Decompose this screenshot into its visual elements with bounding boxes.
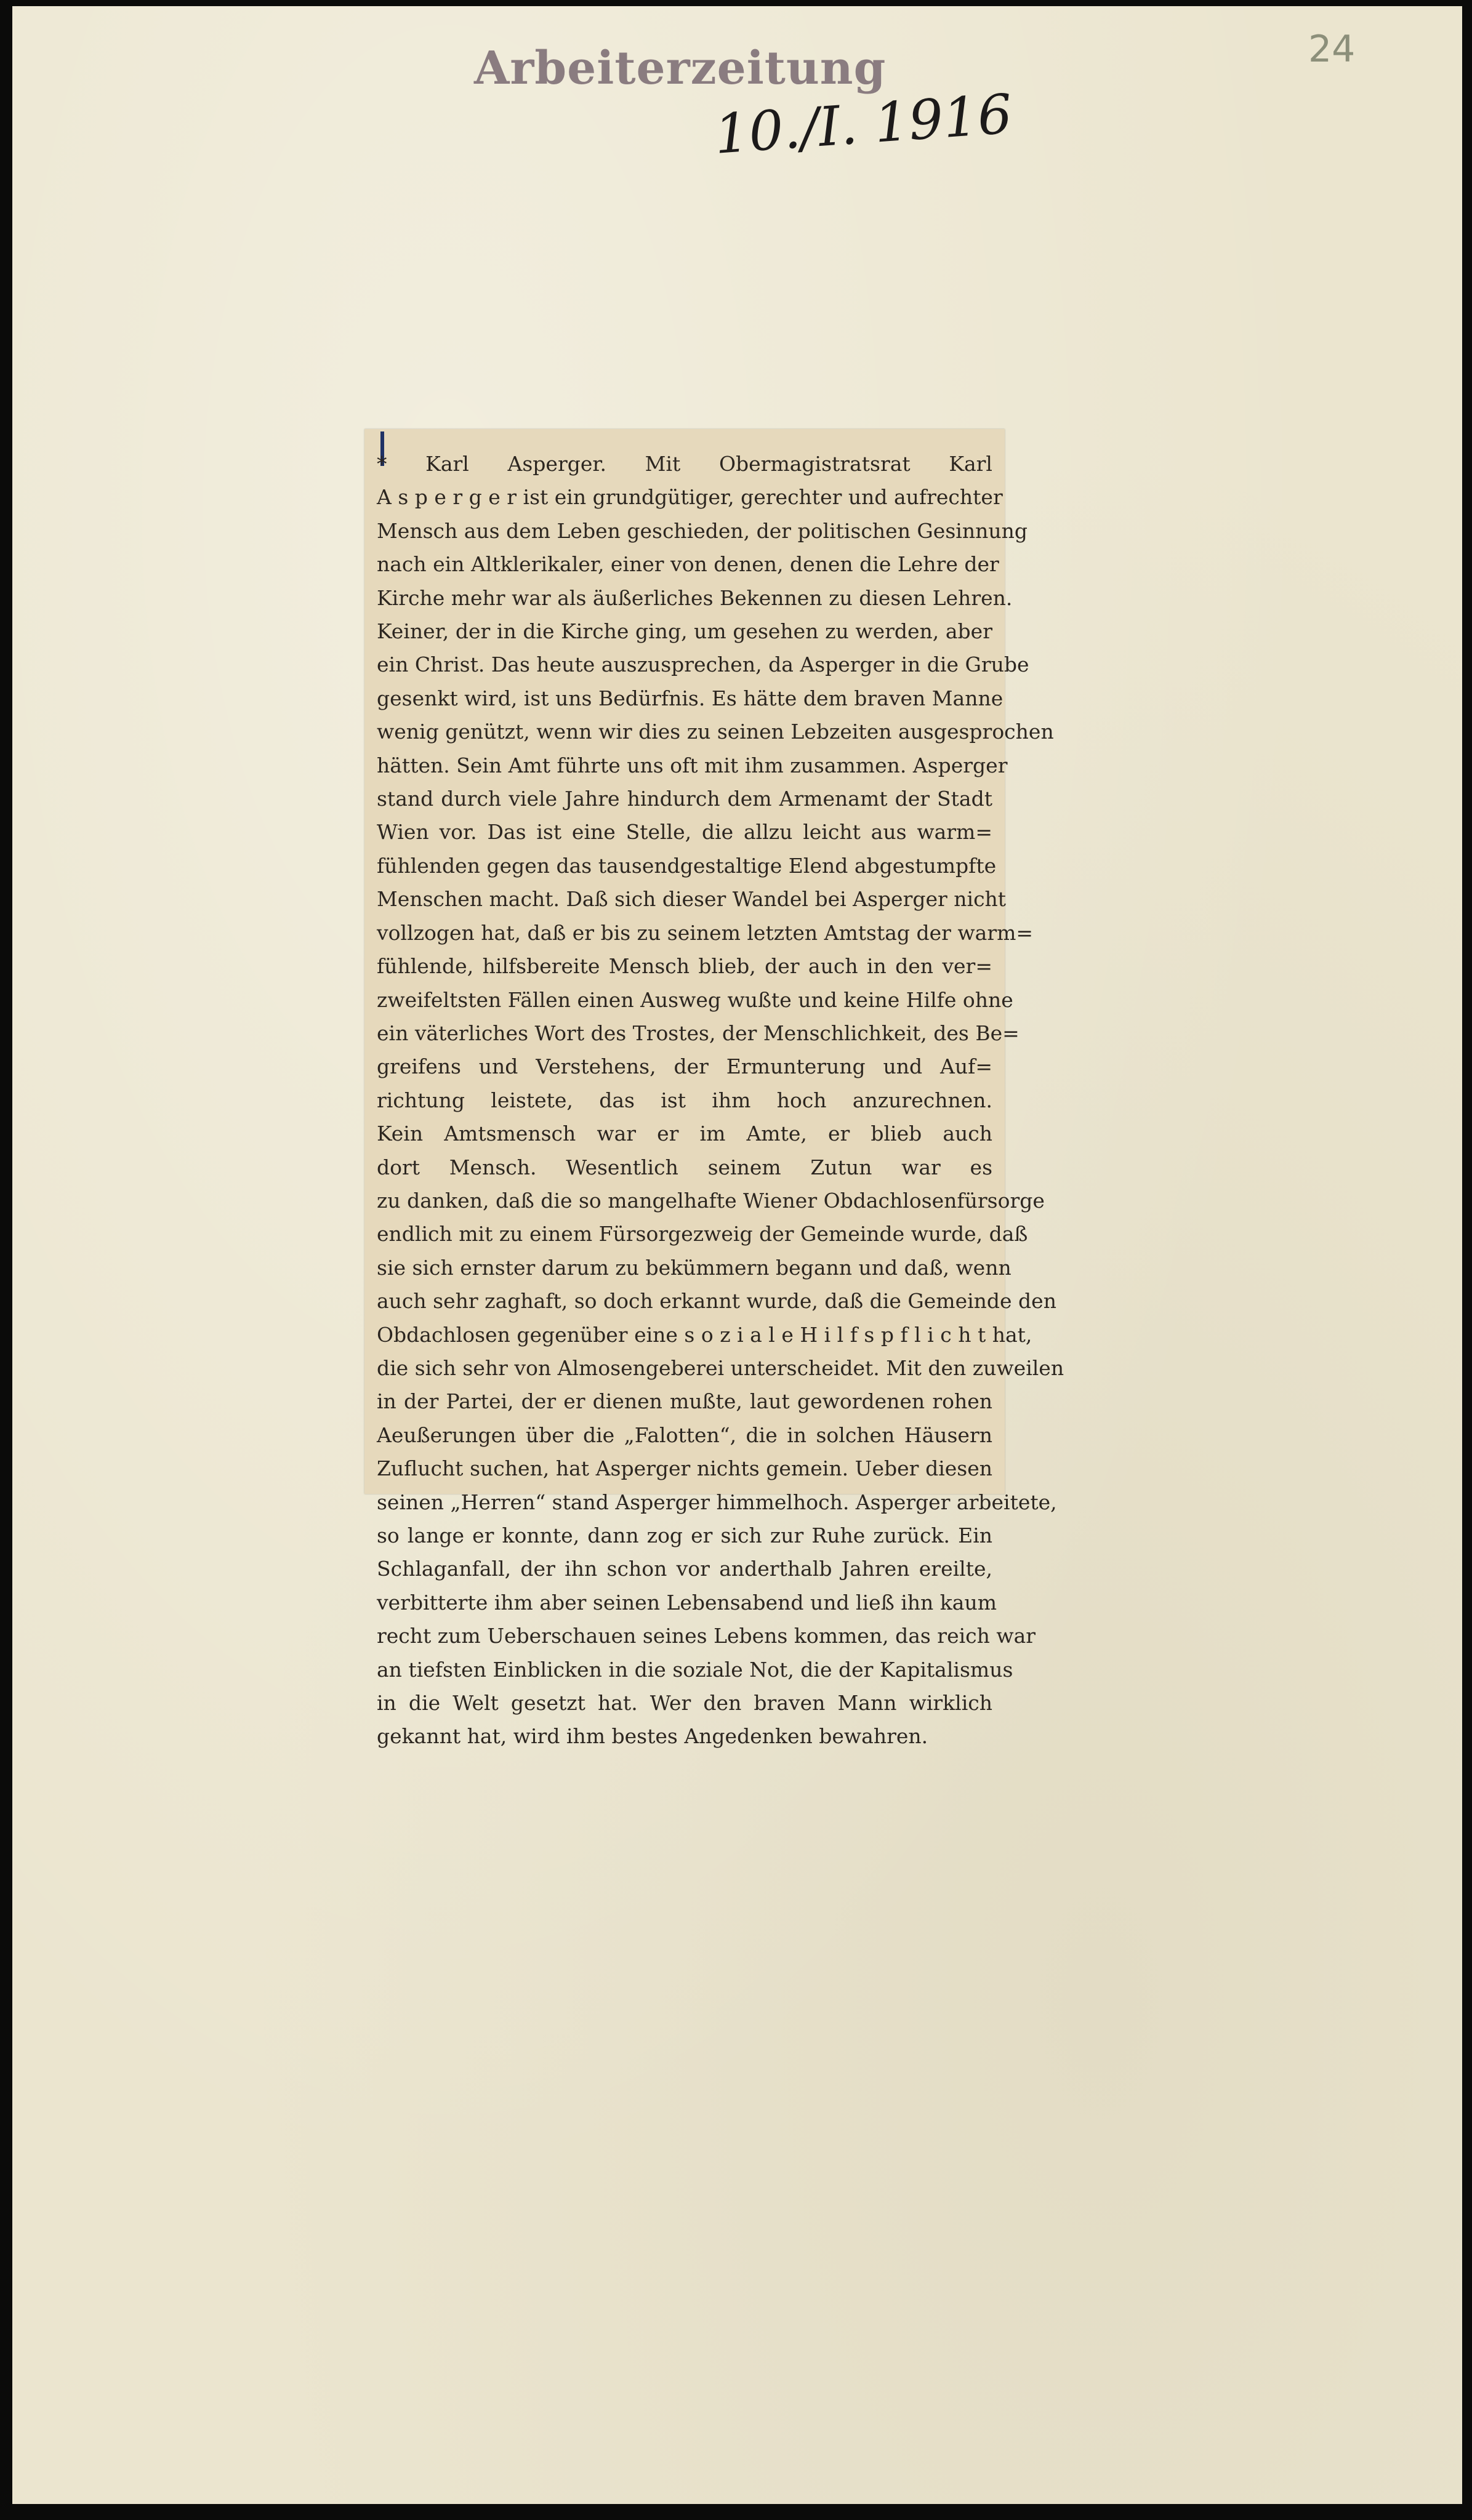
article-line: wenig genützt, wenn wir dies zu seinen Lebzeiten ausgesprochen <box>377 720 1054 744</box>
article-line: in die Welt gesetzt hat. Wer den braven Mann wirklich <box>377 1691 992 1715</box>
newspaper-stamp: Arbeiterzeitung <box>474 42 887 95</box>
article-line: hätten. Sein Amt führte uns oft mit ihm zusammen. Asperger <box>377 753 1008 777</box>
article-line: in der Partei, der er dienen mußte, laut gewordenen rohen <box>377 1389 992 1414</box>
article-line: Obdachlosen gegenüber eine s o z i a l e H i l f s p f l i c h t hat, <box>377 1322 1032 1347</box>
article-line: dort Mensch. Wesentlich seinem Zutun war es <box>377 1155 992 1179</box>
article-line: Menschen macht. Daß sich dieser Wandel bei Asperger nicht <box>377 887 1007 912</box>
article-line: ein väterliches Wort des Trostes, der Menschlichkeit, des Be= <box>377 1021 1020 1045</box>
article-line: nach ein Altklerikaler, einer von denen, denen die Lehre der <box>377 552 999 577</box>
article-line: zweifeltsten Fällen einen Ausweg wußte und keine Hilfe ohne <box>377 987 1013 1012</box>
article-line: gekannt hat, wird ihm bestes Angedenken bewahren. <box>377 1724 928 1749</box>
article-line: sie sich ernster darum zu bekümmern begann und daß, wenn <box>377 1255 1011 1280</box>
article-line: fühlenden gegen das tausendgestaltige Elend abgestumpfte <box>377 853 997 878</box>
article-line: endlich mit zu einem Fürsorgezweig der Gemeinde wurde, daß <box>377 1222 1028 1246</box>
newspaper-clipping <box>364 429 1064 1749</box>
article-text <box>377 447 1064 1754</box>
article-line: Kirche mehr war als äußerliches Bekennen zu diesen Lehren. <box>377 585 1013 610</box>
article-line: * Karl Asperger. Mit Obermagistratsrat Karl <box>377 452 992 476</box>
article-line: die sich sehr von Almosengeberei unterscheidet. Mit den zuweilen <box>377 1355 1064 1380</box>
article-line: zu danken, daß die so mangelhafte Wiener Obdachlosenfürsorge <box>377 1188 1045 1213</box>
article-line: richtung leistete, das ist ihm hoch anzurechnen. <box>377 1088 992 1112</box>
folio-number: 24 <box>1308 28 1356 71</box>
article-line: A s p e r g e r ist ein grundgütiger, gerechter und aufrechter <box>377 485 1003 510</box>
article-line: Mensch aus dem Leben geschieden, der politischen Gesinnung <box>377 518 1028 543</box>
article-line: vollzogen hat, daß er bis zu seinem letzten Amtstag der warm= <box>377 920 1034 945</box>
article-line: an tiefsten Einblicken in die soziale Not, die der Kapitalismus <box>377 1657 1013 1682</box>
article-line: ein Christ. Das heute auszusprechen, da Asperger in die Grube <box>377 652 1029 677</box>
article-line: greifens und Verstehens, der Ermunterung und Auf= <box>377 1054 992 1079</box>
article-line: Keiner, der in die Kirche ging, um gesehen zu werden, aber <box>377 619 992 644</box>
handwritten-date: 10./I. 1916 <box>712 82 1015 166</box>
article-line: Zuflucht suchen, hat Asperger nichts gemein. Ueber diesen <box>377 1456 992 1481</box>
article-line: so lange er konnte, dann zog er sich zur Ruhe zurück. Ein <box>377 1523 992 1547</box>
article-line: Aeußerungen über die „Falotten“, die in solchen Häusern <box>377 1423 992 1447</box>
article-line: Kein Amtsmensch war er im Amte, er blieb auch <box>377 1122 992 1146</box>
article-line: verbitterte ihm aber seinen Lebensabend und ließ ihn kaum <box>377 1590 997 1615</box>
article-line: fühlende, hilfsbereite Mensch blieb, der auch in den ver= <box>377 954 992 979</box>
article-line: recht zum Ueberschauen seines Lebens kommen, das reich war <box>377 1624 1036 1648</box>
article-line: Wien vor. Das ist eine Stelle, die allzu leicht aus warm= <box>377 820 992 845</box>
article-line: auch sehr zaghaft, so doch erkannt wurde, daß die Gemeinde den <box>377 1289 1056 1314</box>
article-line: Schlaganfall, der ihn schon vor anderthalb Jahren ereilte, <box>377 1557 992 1581</box>
archive-sheet <box>12 6 1462 2504</box>
article-line: seinen „Herren“ stand Asperger himmelhoch. Asperger arbeitete, <box>377 1490 1057 1514</box>
article-line: stand durch viele Jahre hindurch dem Armenamt der Stadt <box>377 787 992 811</box>
article-line: gesenkt wird, ist uns Bedürfnis. Es hätte dem braven Manne <box>377 686 1003 710</box>
